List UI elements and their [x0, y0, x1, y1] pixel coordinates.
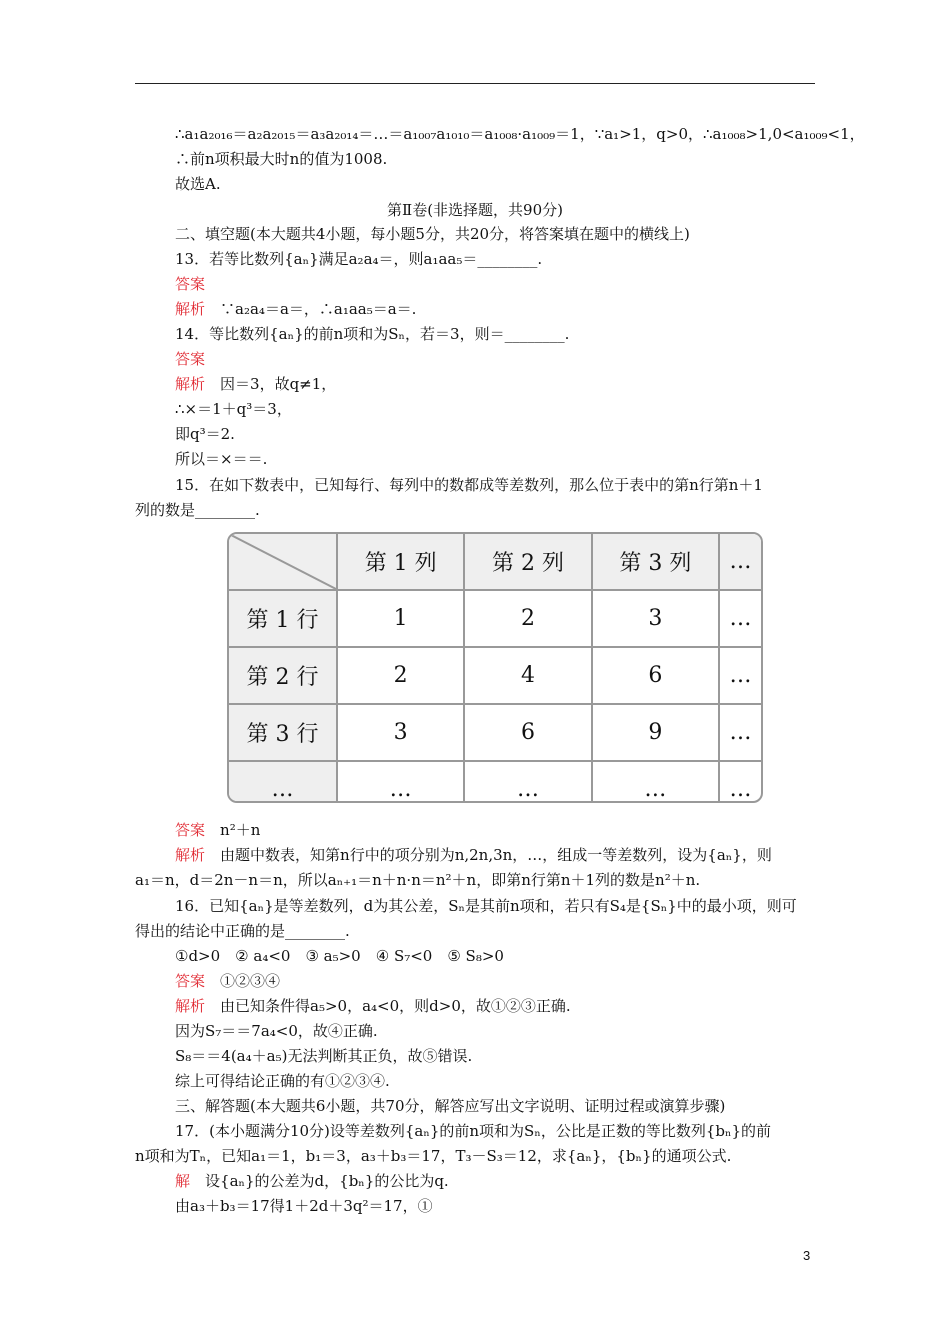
solution-text: ∴×＝1＋q³＝3，: [175, 400, 292, 418]
solution-text: 所以＝×＝＝.: [175, 450, 268, 468]
table-cell: 2: [464, 590, 591, 647]
table-cell: 6: [592, 647, 719, 704]
table-cell: …: [719, 761, 761, 803]
solution-text: 由已知条件得a₅>0，a₄<0，则d>0，故①②③正确.: [220, 997, 571, 1015]
solution-text: 设{aₙ}的公差为d，{bₙ}的公比为q.: [205, 1172, 449, 1190]
row-header: 第 3 行: [229, 704, 337, 761]
table-cell: 3: [337, 704, 464, 761]
solution-text: a₁＝n，d＝2n－n＝n，所以aₙ₊₁＝n＋n·n＝n²＋n，即第n行第n＋1列的数是n²＋n.: [135, 871, 701, 889]
row-header: 第 1 行: [229, 590, 337, 647]
table-cell: 4: [464, 647, 591, 704]
answer-15: [175, 820, 260, 840]
col-header: 第 2 列: [464, 534, 591, 590]
solution-text: 因＝3，故q≠1，: [220, 375, 337, 393]
solution-17: [175, 1171, 449, 1191]
solution-text: 即q³＝2.: [175, 425, 235, 443]
solution-label: 解析: [175, 846, 206, 864]
question-15: 15．在如下数表中，已知每行、每列中的数都成等差数列，那么位于表中的第n行第n＋1: [175, 476, 763, 494]
number-table: [227, 532, 763, 803]
table-cell: …: [464, 761, 591, 803]
table-cell: …: [719, 647, 761, 704]
solution-15: [175, 845, 772, 865]
answer-label: 答案: [175, 821, 206, 839]
page-number: 3: [803, 1248, 811, 1263]
col-header: …: [719, 534, 761, 590]
text-line: ∴前n项积最大时n的值为1008.: [175, 150, 388, 168]
question-16-cont: 得出的结论中正确的是________.: [135, 922, 350, 940]
answer-text: ①②③④: [220, 972, 281, 990]
answer-text: n²＋n: [220, 821, 261, 839]
solution-text: 由a₃＋b₃＝17得1＋2d＋3q²＝17，①: [175, 1197, 433, 1215]
text-line: ∴a₁a₂₀₁₆＝a₂a₂₀₁₅＝a₃a₂₀₁₄＝…＝a₁₀₀₇a₁₀₁₀＝a₁₀₀₈·a₁₀₀₉＝1，∵a₁>1，q>0，∴a₁₀₀₈>1,0<a₁₀₀₉<1，: [175, 125, 865, 143]
table-cell: …: [592, 761, 719, 803]
question-17-cont: n项和为Tₙ，已知a₁＝1，b₁＝3，a₃＋b₃＝17，T₃－S₃＝12，求{aₙ}，{bₙ}的通项公式.: [135, 1147, 732, 1165]
question-16-options: ①d>0 ② a₄<0 ③ a₅>0 ④ S₇<0 ⑤ S₈>0: [175, 947, 504, 965]
solution-text: 由题中数表，知第n行中的项分别为n,2n,3n，…，组成一等差数列，设为{aₙ}，则: [220, 846, 772, 864]
table-corner: [229, 534, 337, 590]
table-row: [229, 647, 761, 704]
row-header: 第 2 行: [229, 647, 337, 704]
question-15-cont: 列的数是________.: [135, 501, 260, 519]
table-cell: 3: [592, 590, 719, 647]
solution-text: 综上可得结论正确的有①②③④.: [175, 1072, 390, 1090]
answer-label: 答案: [175, 350, 206, 368]
solution-label: 解: [175, 1172, 191, 1190]
solution-label: 解析: [175, 997, 206, 1015]
table-cell: 1: [337, 590, 464, 647]
col-header: 第 1 列: [337, 534, 464, 590]
part-heading: 三、解答题(本大题共6小题，共70分，解答应写出文字说明、证明过程或演算步骤): [175, 1097, 726, 1115]
solution-text: ∵a₂a₄＝a＝，∴a₁aa₅＝a＝.: [220, 300, 417, 318]
solution-14: [175, 374, 336, 394]
answer-label: 答案: [175, 275, 206, 293]
answer-16: [175, 971, 280, 991]
row-header: …: [229, 761, 337, 803]
table-cell: 9: [592, 704, 719, 761]
solution-16: [175, 996, 571, 1016]
table-cell: …: [337, 761, 464, 803]
table-cell: 6: [464, 704, 591, 761]
header-rule: [135, 83, 815, 84]
solution-text: S₈＝＝4(a₄＋a₅)无法判断其正负，故⑤错误.: [175, 1047, 473, 1065]
table-cell: 2: [337, 647, 464, 704]
col-header: 第 3 列: [592, 534, 719, 590]
solution-label: 解析: [175, 375, 206, 393]
question-17: 17．(本小题满分10分)设等差数列{aₙ}的前n项和为Sₙ，公比是正数的等比数列{bₙ}的前: [175, 1122, 772, 1140]
table-cell: …: [719, 704, 761, 761]
question-13: 13．若等比数列{aₙ}满足a₂a₄＝，则a₁aa₅＝________.: [175, 250, 543, 268]
question-16: 16．已知{aₙ}是等差数列，d为其公差，Sₙ是其前n项和，若只有S₄是{Sₙ}中的最小项，则可: [175, 897, 797, 915]
solution-label: 解析: [175, 300, 206, 318]
solution-13: [175, 299, 416, 319]
table-cell: …: [719, 590, 761, 647]
answer-label: 答案: [175, 972, 206, 990]
section-title: 第Ⅱ卷(非选择题，共90分): [387, 201, 563, 219]
text-line: 故选A.: [175, 175, 221, 193]
solution-text: 因为S₇＝＝7a₄<0，故④正确.: [175, 1022, 378, 1040]
question-14: 14．等比数列{aₙ}的前n项和为Sₙ，若＝3，则＝________.: [175, 325, 570, 343]
table-row: [229, 704, 761, 761]
table-row: [229, 590, 761, 647]
table-row: [229, 761, 761, 803]
part-heading: 二、填空题(本大题共4小题，每小题5分，共20分，将答案填在题中的横线上): [175, 225, 690, 243]
